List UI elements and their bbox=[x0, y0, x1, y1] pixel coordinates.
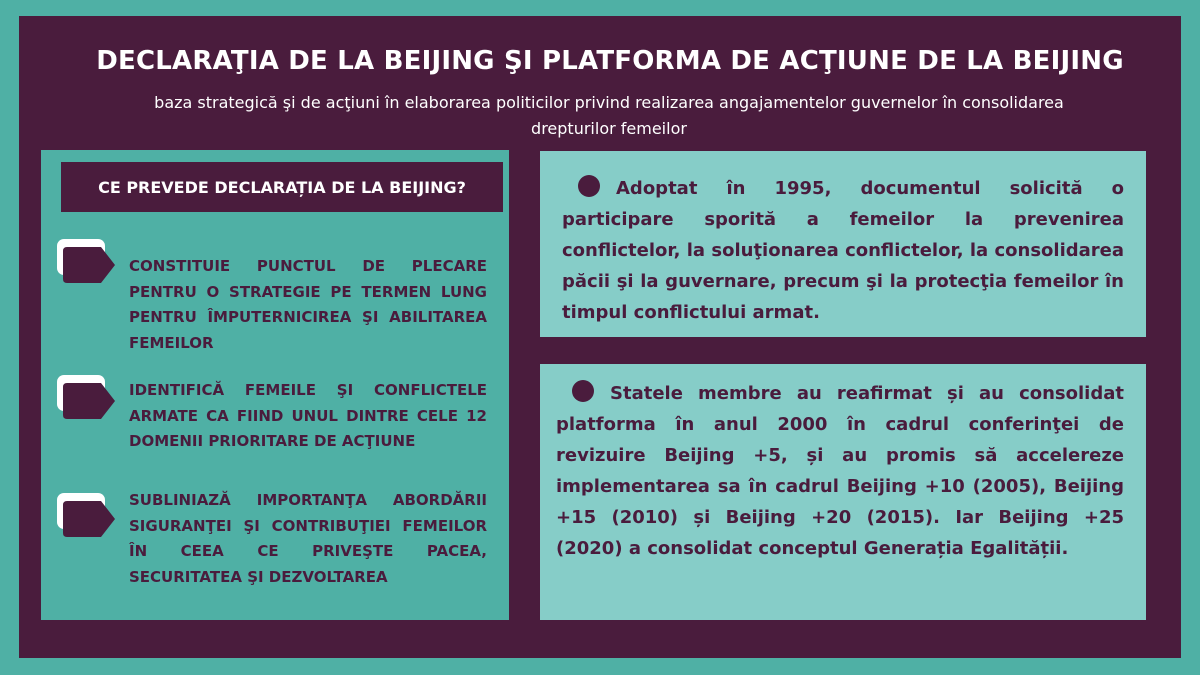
info-box-1 bbox=[540, 151, 1146, 337]
info-box-text: Adoptat în 1995, documentul solicită o participare sporită a femeilor la prevenirea conflictelor, la soluţionarea conflictelor, la consolidarea păcii şi la guvernare, precum şi la protecţia femeilor în timpul conflictului armat. bbox=[562, 178, 1124, 323]
infographic-frame bbox=[19, 16, 1181, 658]
bullet-dot-icon bbox=[578, 175, 600, 197]
page-subtitle: baza strategică şi de acţiuni în elaborarea politicilor privind realizarea angajamentelor guvernelor în consolidarea drepturilor femeilor bbox=[154, 93, 1064, 138]
left-panel bbox=[41, 150, 509, 620]
info-box-2 bbox=[540, 364, 1146, 620]
tag-arrow-icon bbox=[53, 374, 119, 424]
list-item-text: SUBLINIAZĂ IMPORTANŢA ABORDĂRII SIGURANŢEI ŞI CONTRIBUŢIEI FEMEILOR ÎN CEEA CE PRIVEŞTE PACEA, SECURITATEA ŞI DEZVOLTAREA bbox=[129, 491, 487, 586]
left-panel-header: CE PREVEDE DECLARAȚIA DE LA BEIJING? bbox=[61, 162, 503, 212]
page-title: DECLARAŢIA DE LA BEIJING ŞI PLATFORMA DE ACŢIUNE DE LA BEIJING bbox=[96, 46, 1124, 76]
list-item-text: IDENTIFICĂ FEMEILE ŞI CONFLICTELE ARMATE CA FIIND UNUL DINTRE CELE 12 DOMENII PRIORITARE DE ACŢIUNE bbox=[129, 381, 487, 450]
list-item-text: CONSTITUIE PUNCTUL DE PLECARE PENTRU O STRATEGIE PE TERMEN LUNG PENTRU ÎMPUTERNICIREA ŞI ABILITAREA FEMEILOR bbox=[129, 257, 487, 352]
bullet-dot-icon bbox=[572, 380, 594, 402]
tag-arrow-icon bbox=[53, 492, 119, 542]
tag-arrow-icon bbox=[53, 238, 119, 288]
info-box-text: Statele membre au reafirmat și au consolidat platforma în anul 2000 în cadrul conferinţei de revizuire Beijing +5, și au promis să accelereze implementarea sa în cadrul Beijing +10 (2005), Beijing +15 (2010) și Beijing +20 (2015). Iar Beijing +25 (2020) a consolidat conceptul Generația Egalității. bbox=[556, 383, 1124, 559]
